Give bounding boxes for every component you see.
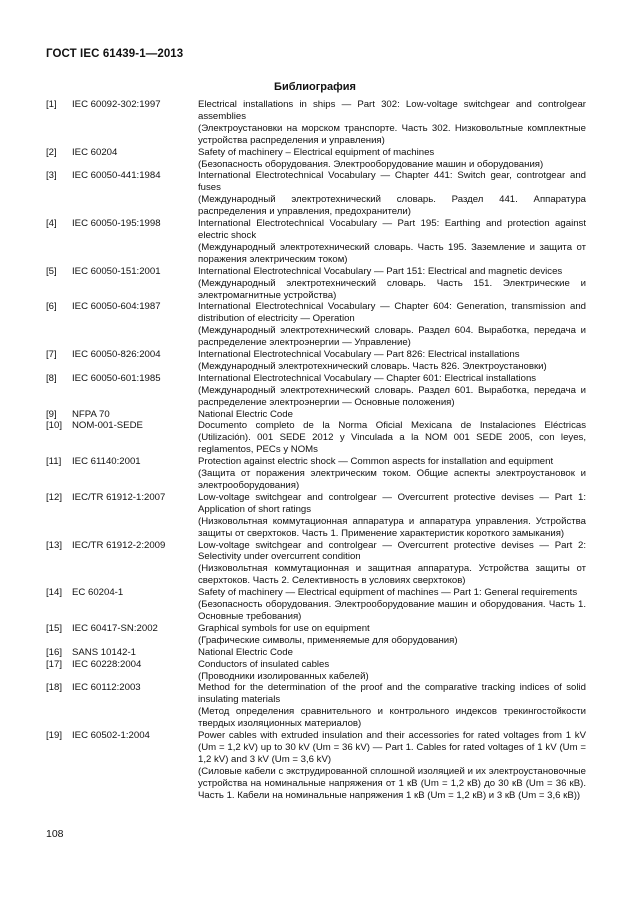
reference-text [198, 170, 586, 218]
reference-line: (Международный электротехнический словарь. Раздел 441. Аппаратура распределения и управления, предохранители) [198, 194, 586, 218]
reference-text [198, 349, 586, 373]
reference-code: EC 60204-1 [72, 587, 124, 599]
reference-number: [17] [46, 658, 63, 670]
reference-list [46, 99, 586, 801]
reference-number: [11] [46, 456, 62, 468]
reference-entry [46, 301, 586, 349]
reference-number: [19] [46, 730, 63, 742]
reference-text [198, 682, 586, 730]
reference-entry [46, 420, 586, 456]
reference-line: (Силовые кабели с экструдированной сплошной изоляцией и их электроустановочные устройства на номинальные напряжения от 1 кВ (Um = 1,2 кВ) до 30 кВ (Um = 36 кВ). Часть 1. Кабели на номинальные напряжения 1 кВ (Um = 1,2 кВ) и 3 кВ (Um = 3,6 кВ)) [198, 765, 586, 801]
reference-text [198, 373, 586, 409]
reference-code: NOM-001-SEDE [72, 420, 143, 432]
reference-text [198, 647, 586, 659]
reference-text [198, 301, 586, 349]
reference-number: [3] [46, 170, 57, 182]
reference-line: (Низковольтная коммутационная и защитная аппаратура. Устройства защиты от сверхтоков. Часть 2. Селективность в условиях сверхтоков) [198, 563, 586, 587]
reference-code: IEC 60092-302:1997 [72, 99, 161, 110]
reference-line: International Electrotechnical Vocabulary — Chapter 604: Generation, transmission and distribution of electricity — Operation [198, 301, 586, 325]
reference-entry [46, 659, 586, 683]
reference-text [198, 730, 586, 801]
reference-entry [46, 147, 586, 171]
reference-line: (Международный электротехнический словарь. Часть 826. Электроустановки) [198, 360, 547, 372]
reference-text [198, 266, 586, 302]
reference-code: IEC/TR 61912-1:2007 [72, 491, 166, 503]
reference-line: National Electric Code [198, 408, 293, 420]
reference-line: (Низковольтная коммутационная аппаратура и аппаратура управления. Устройства защиты от сверхтоков. Часть 1. Применение характеристик короткого замыкания) [198, 515, 586, 539]
reference-line: (Проводники изолированных кабелей) [198, 670, 369, 682]
reference-code: IEC/TR 61912-2:2009 [72, 539, 166, 551]
reference-entry [46, 682, 586, 730]
reference-number: [4] [46, 218, 57, 230]
reference-line: Power cables with extruded insulation and their accessories for rated voltages from 1 kV (Um = 1,2 kV) up to 30 kV (Um = 36 kV) — Part 1. Cables for rated voltages of 1 kV (Um = 1,2 kV) and 3 kV (Um = 3,6 kV) [198, 730, 586, 765]
reference-number: [15] [46, 622, 63, 634]
reference-line: Protection against electric shock — Common aspects for installation and equipment [198, 456, 554, 468]
reference-number: [8] [46, 372, 57, 384]
reference-code: IEC 60502-1:2004 [72, 730, 150, 742]
reference-entry [46, 373, 586, 409]
document-header: ГОСТ IEC 61439-1—2013 [46, 48, 184, 60]
reference-number: [13] [46, 539, 63, 551]
reference-text [198, 659, 586, 683]
reference-line: National Electric Code [198, 646, 293, 658]
reference-line: Low-voltage switchgear and controlgear — Overcurrent protective devises — Part 2: Selectivity under overcurrent condition [198, 539, 586, 563]
reference-code: SANS 10142-1 [72, 646, 136, 658]
reference-entry [46, 409, 586, 421]
reference-text [198, 99, 586, 147]
reference-number: [16] [46, 646, 63, 658]
reference-code: IEC 60050-441:1984 [72, 170, 161, 182]
reference-number: [12] [46, 491, 63, 503]
reference-code: IEC 60050-195:1998 [72, 218, 161, 230]
bibliography-title: Библиография [274, 81, 356, 93]
reference-line: International Electrotechnical Vocabulary — Part 195: Earthing and protection against electric shock [198, 218, 586, 241]
reference-code: IEC 60417-SN:2002 [72, 622, 158, 634]
reference-entry [46, 587, 586, 623]
reference-line: (Международный электротехнический словарь. Часть 151. Электрические и электромагнитные устройства) [198, 277, 586, 301]
page-number: 108 [46, 828, 64, 840]
reference-entry [46, 266, 586, 302]
reference-text [198, 623, 586, 647]
reference-entry [46, 170, 586, 218]
reference-line: International Electrotechnical Vocabulary — Part 151: Electrical and magnetic devices [198, 265, 563, 277]
reference-line: (Безопасность оборудования. Электрооборудование машин и оборудования) [198, 158, 544, 170]
reference-line: International Electrotechnical Vocabulary — Part 826: Electrical installations [198, 349, 520, 361]
reference-line: Low-voltage switchgear and controlgear — Overcurrent protective devises — Part 1: Application of short ratings [198, 491, 586, 515]
reference-line: (Электроустановки на морском транспорте. Часть 302. Низковольтные комплектные устройства распределения и управления) [198, 122, 586, 146]
reference-line: (Международный электротехнический словарь. Часть 195. Заземление и защита от поражения электрическим током) [198, 241, 586, 265]
reference-number: [2] [46, 146, 57, 158]
reference-line: Graphical symbols for use on equipment [198, 622, 370, 634]
reference-text [198, 409, 586, 421]
reference-entry [46, 540, 586, 588]
reference-entry [46, 730, 586, 801]
reference-line: (Метод определения сравнительного и контрольного индексов трекингостойкости твердых изоляционных материалов) [198, 706, 586, 730]
reference-line: (Безопасность оборудования. Электрооборудование машин и оборудования. Часть 1. Основные требования) [198, 599, 586, 622]
reference-code: IEC 60050-151:2001 [72, 265, 161, 277]
reference-line: Method for the determination of the proof and the comparative tracking indices of solid insulating materials [198, 682, 586, 706]
reference-number: [5] [46, 265, 57, 277]
reference-code: IEC 60050-604:1987 [72, 301, 161, 313]
reference-line: International Electrotechnical Vocabulary — Chapter 441: Switch gear, controtgear and fuses [198, 170, 586, 194]
reference-text [198, 218, 586, 266]
reference-line: Safety of machinery — Electrical equipment of machines — Part 1: General requirements [198, 587, 578, 599]
reference-number: [9] [46, 408, 57, 420]
reference-line: Conductors of insulated cables [198, 658, 330, 670]
reference-line: Electrical installations in ships — Part 302: Low-voltage switchgear and controlgear assemblies [198, 99, 586, 122]
reference-number: [14] [46, 587, 63, 599]
reference-code: IEC 60050-601:1985 [72, 372, 161, 384]
reference-entry [46, 99, 586, 147]
reference-line: Safety of machinery – Electrical equipment of machines [198, 146, 435, 158]
reference-line: (Защита от поражения электрическим током. Общие аспекты электроустановок и электрооборудования) [198, 468, 586, 491]
reference-entry [46, 647, 586, 659]
reference-entry [46, 492, 586, 540]
reference-text [198, 492, 586, 540]
reference-line: Documento completo de la Norma Oficial Mexicana de Instalaciones Eléctricas (Utilización). 001 SEDE 2012 y Vinculada a la NOM 001 SEDE 2005, con leyes, reglamentos, PECs y NOMs [198, 420, 586, 456]
reference-line: International Electrotechnical Vocabulary — Chapter 601: Electrical installations [198, 372, 537, 384]
reference-entry [46, 456, 586, 492]
reference-number: [7] [46, 349, 57, 361]
reference-entry [46, 349, 586, 373]
reference-line: (Международный электротехнический словарь. Раздел 604. Выработка, передача и распределение электроэнергии — Управление) [198, 325, 586, 349]
reference-text [198, 456, 586, 492]
reference-text [198, 587, 586, 623]
reference-number: [18] [46, 682, 63, 694]
reference-code: NFPA 70 [72, 408, 110, 420]
reference-text [198, 147, 586, 171]
reference-code: IEC 60112:2003 [72, 682, 141, 694]
reference-code: IEC 61140:2001 [72, 456, 141, 468]
reference-text [198, 420, 586, 456]
reference-entry [46, 623, 586, 647]
reference-entry [46, 218, 586, 266]
reference-line: (Графические символы, применяемые для оборудования) [198, 634, 458, 646]
reference-text [198, 540, 586, 588]
reference-code: IEC 60228:2004 [72, 658, 142, 670]
reference-code: IEC 60204 [72, 146, 118, 158]
reference-number: [6] [46, 301, 57, 313]
reference-number: [1] [46, 99, 57, 110]
reference-number: [10] [46, 420, 63, 432]
reference-line: (Международный электротехнический словарь. Раздел 601. Выработка, передача и распределение электроэнергии — Основные положения) [198, 384, 586, 408]
reference-code: IEC 60050-826:2004 [72, 349, 161, 361]
